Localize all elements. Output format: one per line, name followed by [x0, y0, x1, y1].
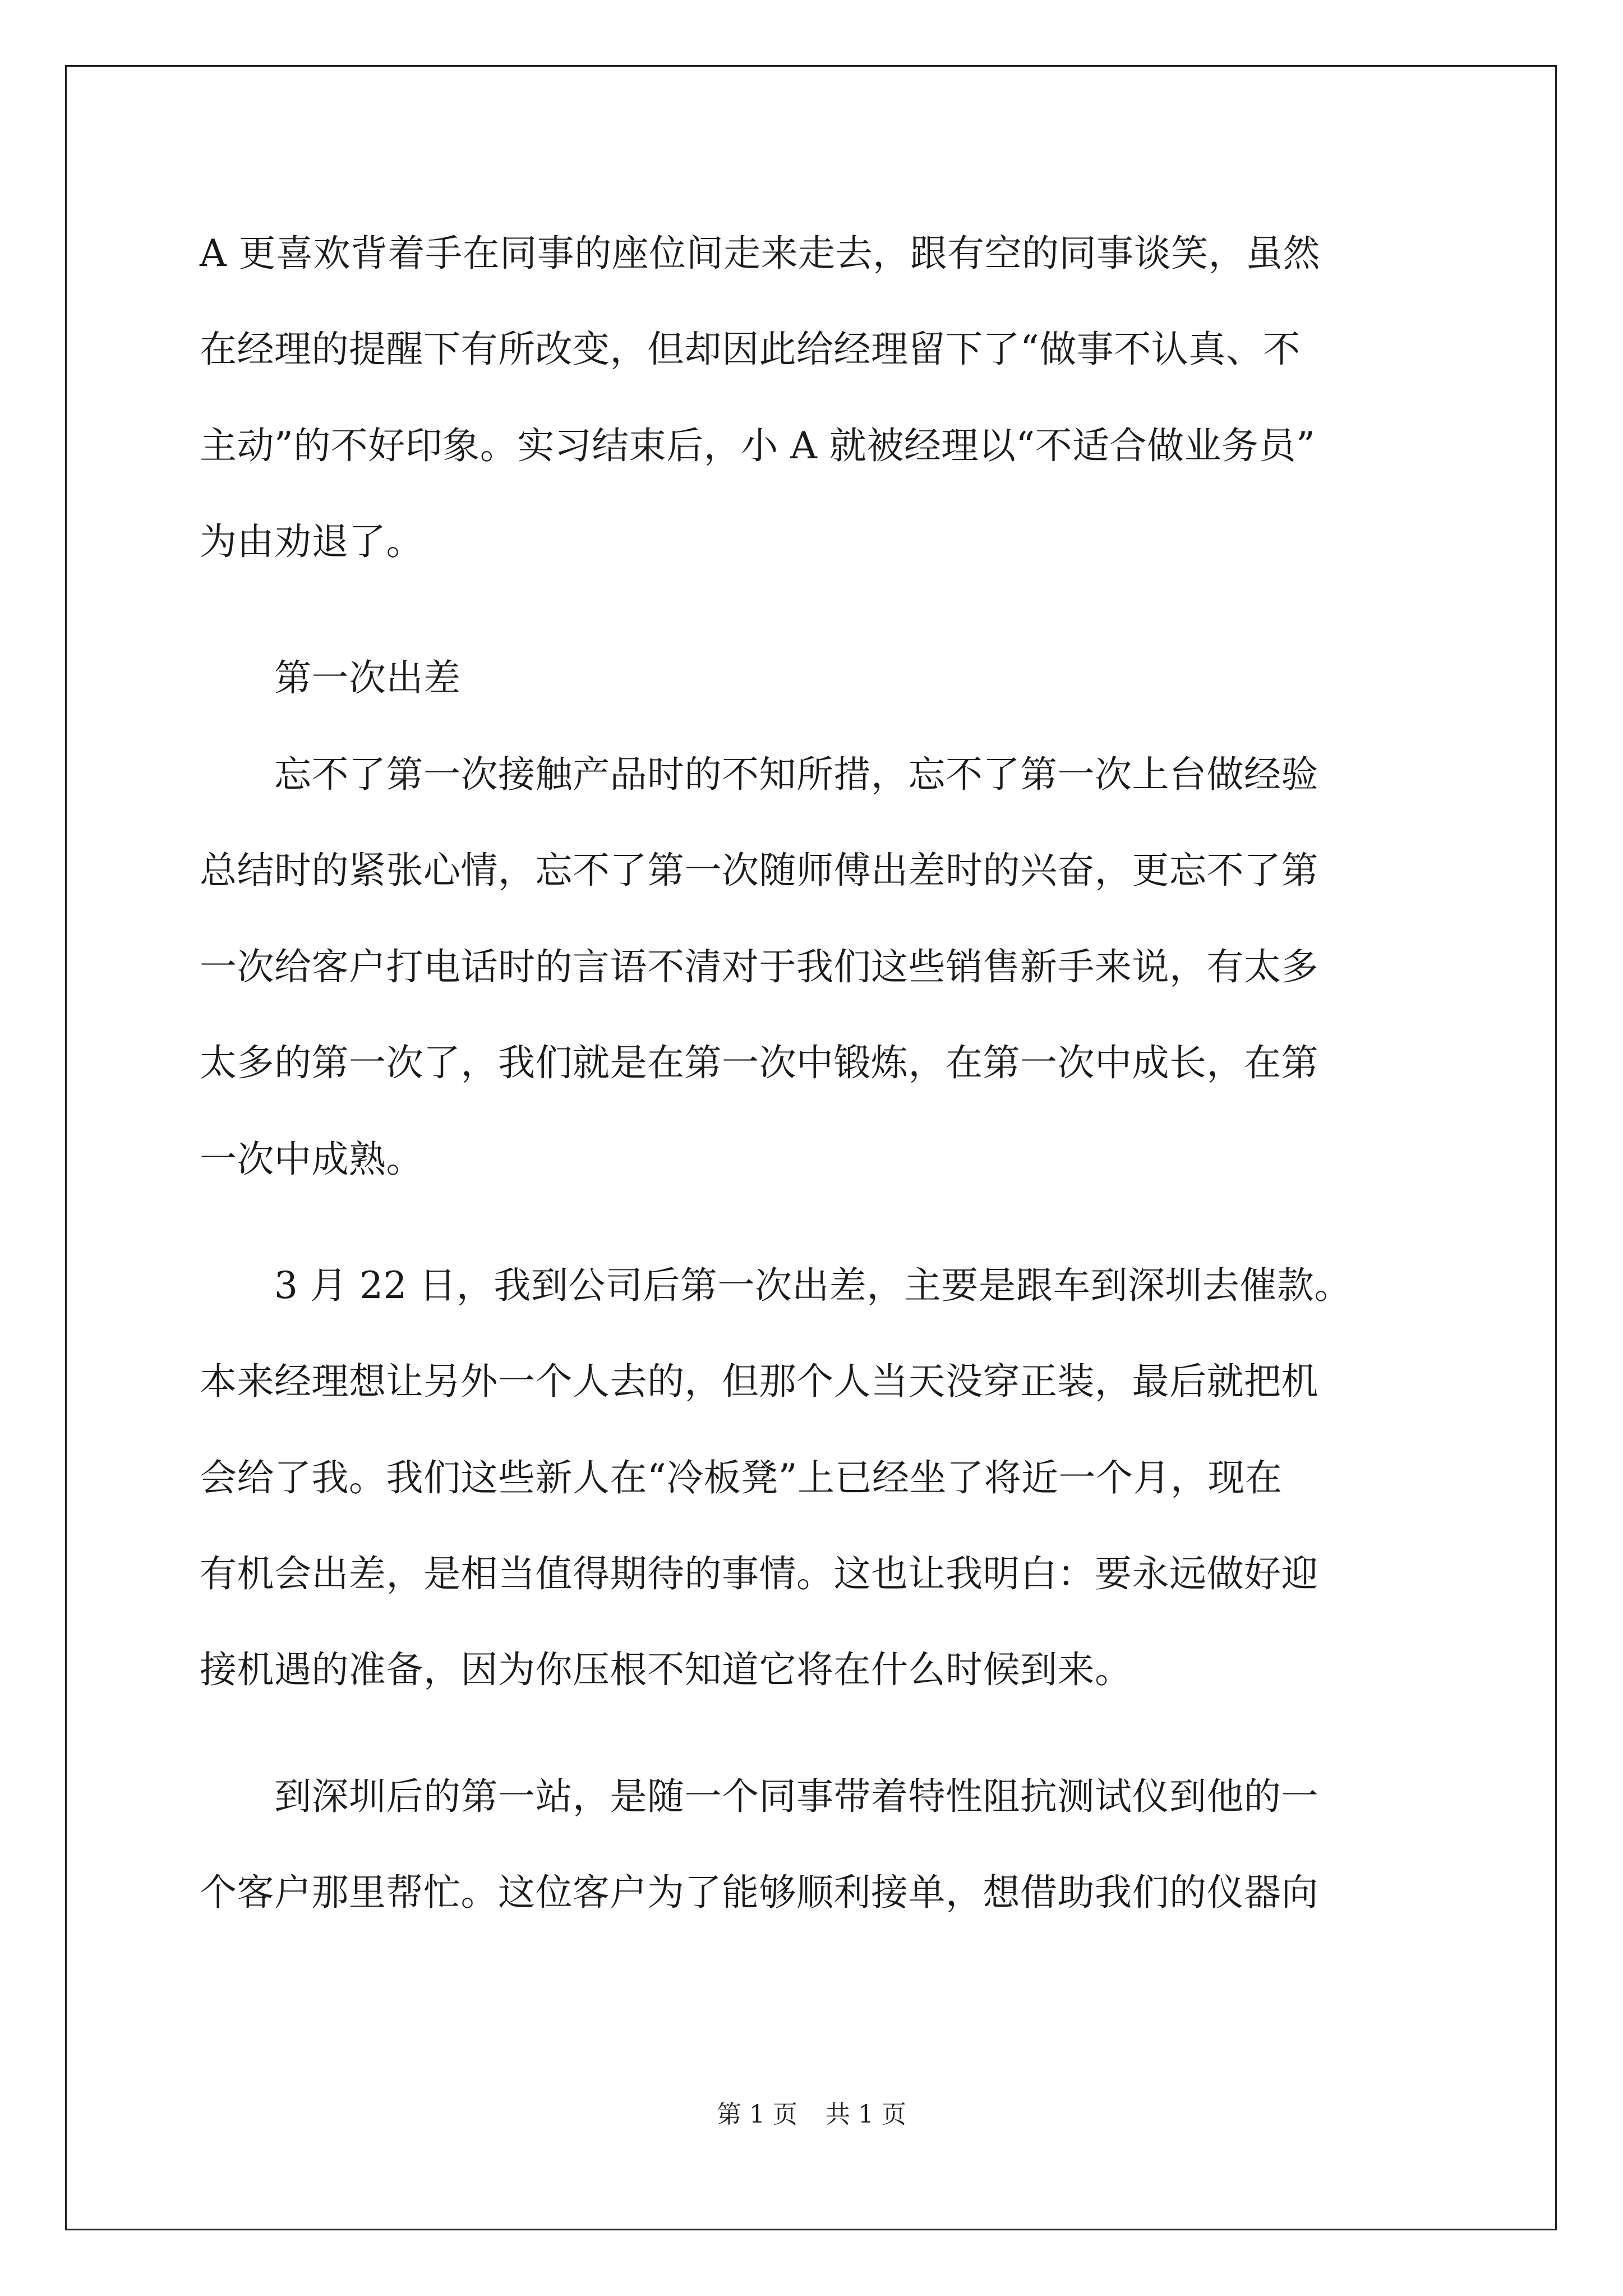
page-total: 共 1 页 [826, 2100, 906, 2129]
text-line: 忘不了第一次接触产品时的不知所措，忘不了第一次上台做经验 [200, 753, 1318, 796]
text-line: 为由劝退了。 [200, 520, 423, 563]
section-heading: 第一次出差 [200, 656, 461, 700]
text-line: 个客户那里帮忙。这位客户为了能够顺利接单，想借助我们的仪器向 [200, 1871, 1318, 1914]
text-line: 接机遇的准备，因为你压根不知道它将在什么时候到来。 [200, 1648, 1132, 1691]
text-line: 太多的第一次了，我们就是在第一次中锻炼，在第一次中成长，在第 [200, 1041, 1318, 1084]
page-footer [0, 2098, 1623, 2132]
text-line: 一次中成熟。 [200, 1138, 423, 1181]
text-line: 总结时的紧张心情，忘不了第一次随师傅出差时的兴奋，更忘不了第 [200, 849, 1318, 892]
text-line: 会给了我。我们这些新人在“冷板凳”上已经坐了将近一个月，现在 [200, 1456, 1283, 1499]
text-line: 本来经理想让另外一个人去的，但那个人当天没穿正装，最后就把机 [200, 1360, 1318, 1403]
text-line: 有机会出差，是相当值得期待的事情。这也让我明白：要永远做好迎 [200, 1552, 1318, 1595]
text-line: 主动”的不好印象。实习结束后，小 A 就被经理以“不适合做业务员” [200, 424, 1316, 467]
text-line: A 更喜欢背着手在同事的座位间走来走去，跟有空的同事谈笑，虽然 [200, 232, 1321, 275]
text-line: 到深圳后的第一站，是随一个同事带着特性阻抗测试仪到他的一 [200, 1775, 1318, 1818]
page-number: 第 1 页 [717, 2100, 797, 2129]
text-line: 一次给客户打电话时的言语不清对于我们这些销售新手来说，有太多 [200, 945, 1318, 988]
text-line: 在经理的提醒下有所改变，但却因此给经理留下了“做事不认真、不 [200, 328, 1301, 371]
text-line: 3 月 22 日，我到公司后第一次出差，主要是跟车到深圳去催款。 [200, 1264, 1352, 1307]
